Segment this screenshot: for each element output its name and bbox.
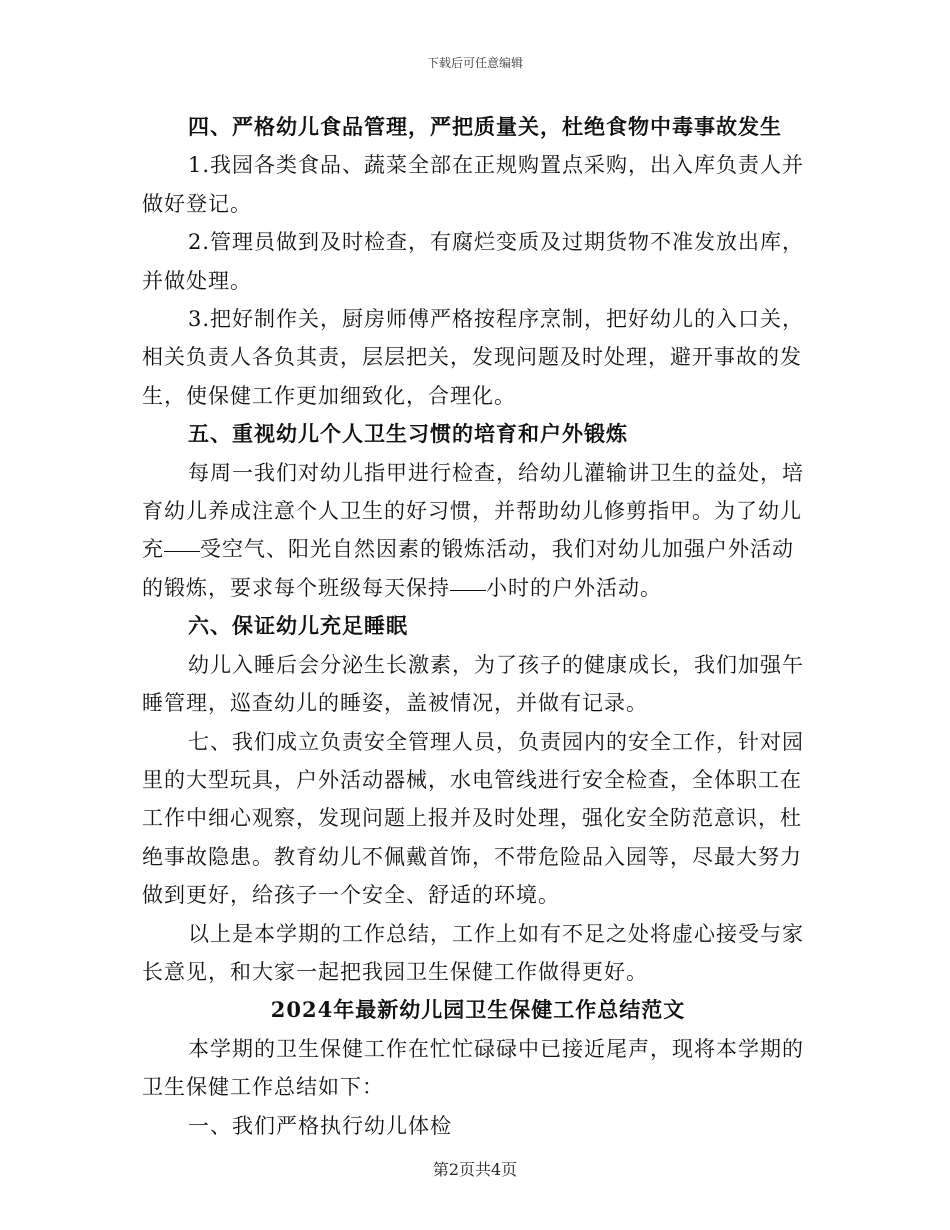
section-7-paragraph: 七、我们成立负责安全管理人员，负责园内的安全工作，针对园里的大型玩具，户外活动器械，水电管线进行安全检查，全体职工在工作中细心观察，发现问题上报并及时处理，强化安全防范意识，杜绝事故隐患。教育幼儿不佩戴首饰，不带危险品入园等，尽最大努力做到更好，给孩子一个安全、舒适的环境。 [142, 729, 804, 908]
section-4-item-2: 2.管理员做到及时检查，有腐烂变质及过期货物不准发放出库，并做处理。 [142, 230, 805, 293]
document-body [142, 108, 814, 1145]
section-4-item-3: 3.把好制作关，厨房师傅严格按程序烹制，把好幼儿的入口关，相关负责人各负其责，层层把关，发现问题及时处理，避开事故的发生，使保健工作更加细致化，合理化。 [142, 307, 805, 408]
page-header: 下载后可任意编辑 [426, 56, 523, 70]
fill-in-blank [164, 550, 200, 552]
section-5-heading: 五、重视幼儿个人卫生习惯的培育和户外锻炼 [188, 421, 628, 447]
section-5-text-part-3: 小时的户外活动。 [486, 575, 662, 600]
section-6-heading: 六、保证幼儿充足睡眠 [188, 613, 408, 639]
article-intro: 本学期的卫生保健工作在忙忙碌碌中已接近尾声，现将本学期的卫生保健工作总结如下： [142, 1036, 804, 1100]
article-title: 2024年最新幼儿园卫生保健工作总结范文 [270, 997, 686, 1023]
fill-in-blank [450, 589, 486, 591]
article-item-1: 一、我们严格执行幼儿体检 [188, 1113, 452, 1138]
section-5-text-part-1: 每周一我们对幼儿指甲进行检查，给幼儿灌输讲卫生的益处，培育幼儿养成注意个人卫生的好习惯，并帮助幼儿修剪指甲。为了幼儿充 [142, 460, 804, 562]
page-footer: 第2页共4页 [432, 1160, 518, 1179]
section-5-paragraph [142, 454, 814, 608]
section-4-item-1: 1.我园各类食品、蔬菜全部在正规购置点采购，出入库负责人并做好登记。 [142, 153, 805, 216]
section-6-paragraph: 幼儿入睡后会分泌生长激素，为了孩子的健康成长，我们加强午睡管理，巡查幼儿的睡姿，盖被情况，并做有记录。 [142, 652, 804, 716]
section-4-heading: 四、严格幼儿食品管理，严把质量关，杜绝食物中毒事故发生 [188, 114, 782, 139]
conclusion-paragraph: 以上是本学期的工作总结，工作上如有不足之处将虚心接受与家长意见，和大家一起把我园卫生保健工作做得更好。 [142, 921, 804, 984]
section-5-text-part-2: 受空气、阳光自然因素的锻炼活动，我们对幼儿加强户外活动的锻炼，要求每个班级每天保持 [142, 537, 794, 600]
